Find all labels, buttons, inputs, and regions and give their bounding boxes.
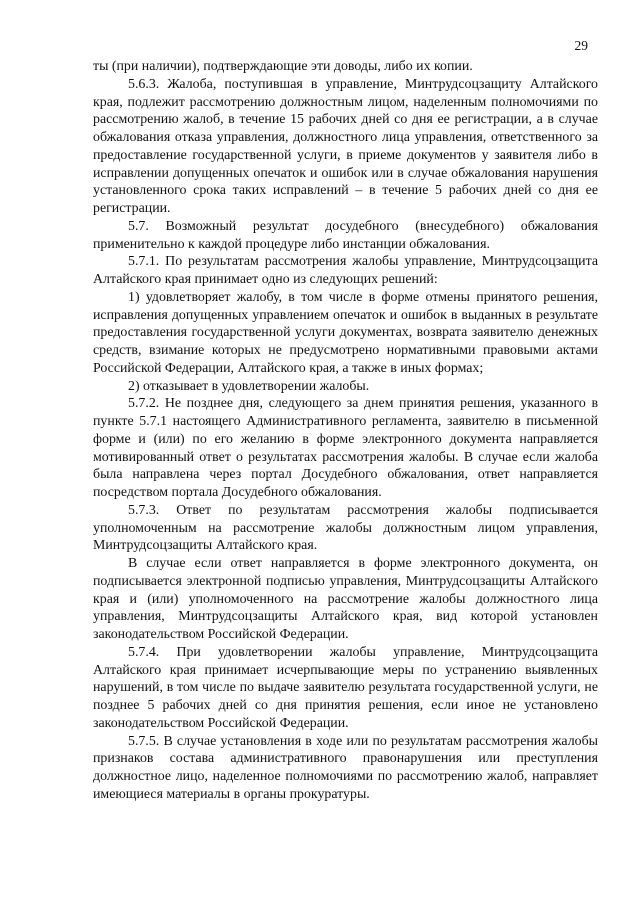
paragraph-5-7-3-electronic: В случае если ответ направляется в форме электронного документа, он подписывается электронной подписью управления, Минтрудсоцзащиты Алтайского края и (или) уполномоченного на рассмотрение жалобы должностного лица управления, Минтрудсоцзащиты Алтайского края, вид которой установлен законодательством Российской Федерации. <box>93 556 598 642</box>
paragraph-5-7: 5.7. Возможный результат досудебного (внесудебного) обжалования применительно к каждой процедуре либо инстанции обжалования. <box>93 218 598 252</box>
paragraph-5-6-3: 5.6.3. Жалоба, поступившая в управление, Минтрудсоцзащиту Алтайского края, подлежит рассмотрению должностным лицом, наделенным полномочиями по рассмотрению жалоб, в течение 15 рабочих дней со дня ее регистрации, а в случае обжалования отказа управления, должностного лица управления, ответственного за предоставление государственной услуги, в приеме документов у заявителя либо в исправлении допущенных опечаток и ошибок или в случае обжалования нарушения установленного срока таких исправлений – в течение 5 рабочих дней со дня ее регистрации. <box>93 76 598 216</box>
paragraph-5-7-1-item-1: 1) удовлетворяет жалобу, в том числе в форме отмены принятого решения, исправления допущенных управлением опечаток и ошибок в выданных в результате предоставления государственной услуги документах, возврата заявителю денежных средств, взимание которых не предусмотрено нормативными правовыми актами Российской Федерации, Алтайского края, а также в иных формах; <box>93 289 598 376</box>
paragraph-continuation: ты (при наличии), подтверждающие эти доводы, либо их копии. <box>93 59 473 74</box>
paragraph-5-7-1: 5.7.1. По результатам рассмотрения жалобы управление, Минтрудсоцзащита Алтайского края принимает одно из следующих решений: <box>93 254 598 287</box>
document-body <box>93 58 598 804</box>
page-number: 29 <box>574 38 588 53</box>
paragraph-5-7-5: 5.7.5. В случае установления в ходе или по результатам рассмотрения жалобы признаков состава административного правонарушения или преступления должностное лицо, наделенное полномочиями по рассмотрению жалоб, направляет имеющиеся материалы в органы прокуратуры. <box>93 733 598 802</box>
paragraph-5-7-3: 5.7.3. Ответ по результатам рассмотрения жалобы подписывается уполномоченным на рассмотрение жалобы должностным лицом управления, Минтрудсоцзащиты Алтайского края. <box>93 502 598 554</box>
paragraph-5-7-1-item-2: 2) отказывает в удовлетворении жалобы. <box>128 378 370 394</box>
paragraph-5-7-2: 5.7.2. Не позднее дня, следующего за днем принятия решения, указанного в пункте 5.7.1 настоящего Административного регламента, заявителю в письменной форме и (или) по его желанию в форме электронного документа направляется мотивированный ответ о результатах рассмотрения жалобы. В случае если жалоба была направлена через портал Досудебного обжалования, ответ направляется посредством портала Досудебного обжалования. <box>93 396 598 500</box>
paragraph-5-7-4: 5.7.4. При удовлетворении жалобы управление, Минтрудсоцзащита Алтайского края принимает исчерпывающие меры по устранению выявленных нарушений, в том числе по выдаче заявителю результата государственной услуги, не позднее 5 рабочих дней со дня принятия решения, если иное не установлено законодательством Российской Федерации. <box>93 644 598 731</box>
